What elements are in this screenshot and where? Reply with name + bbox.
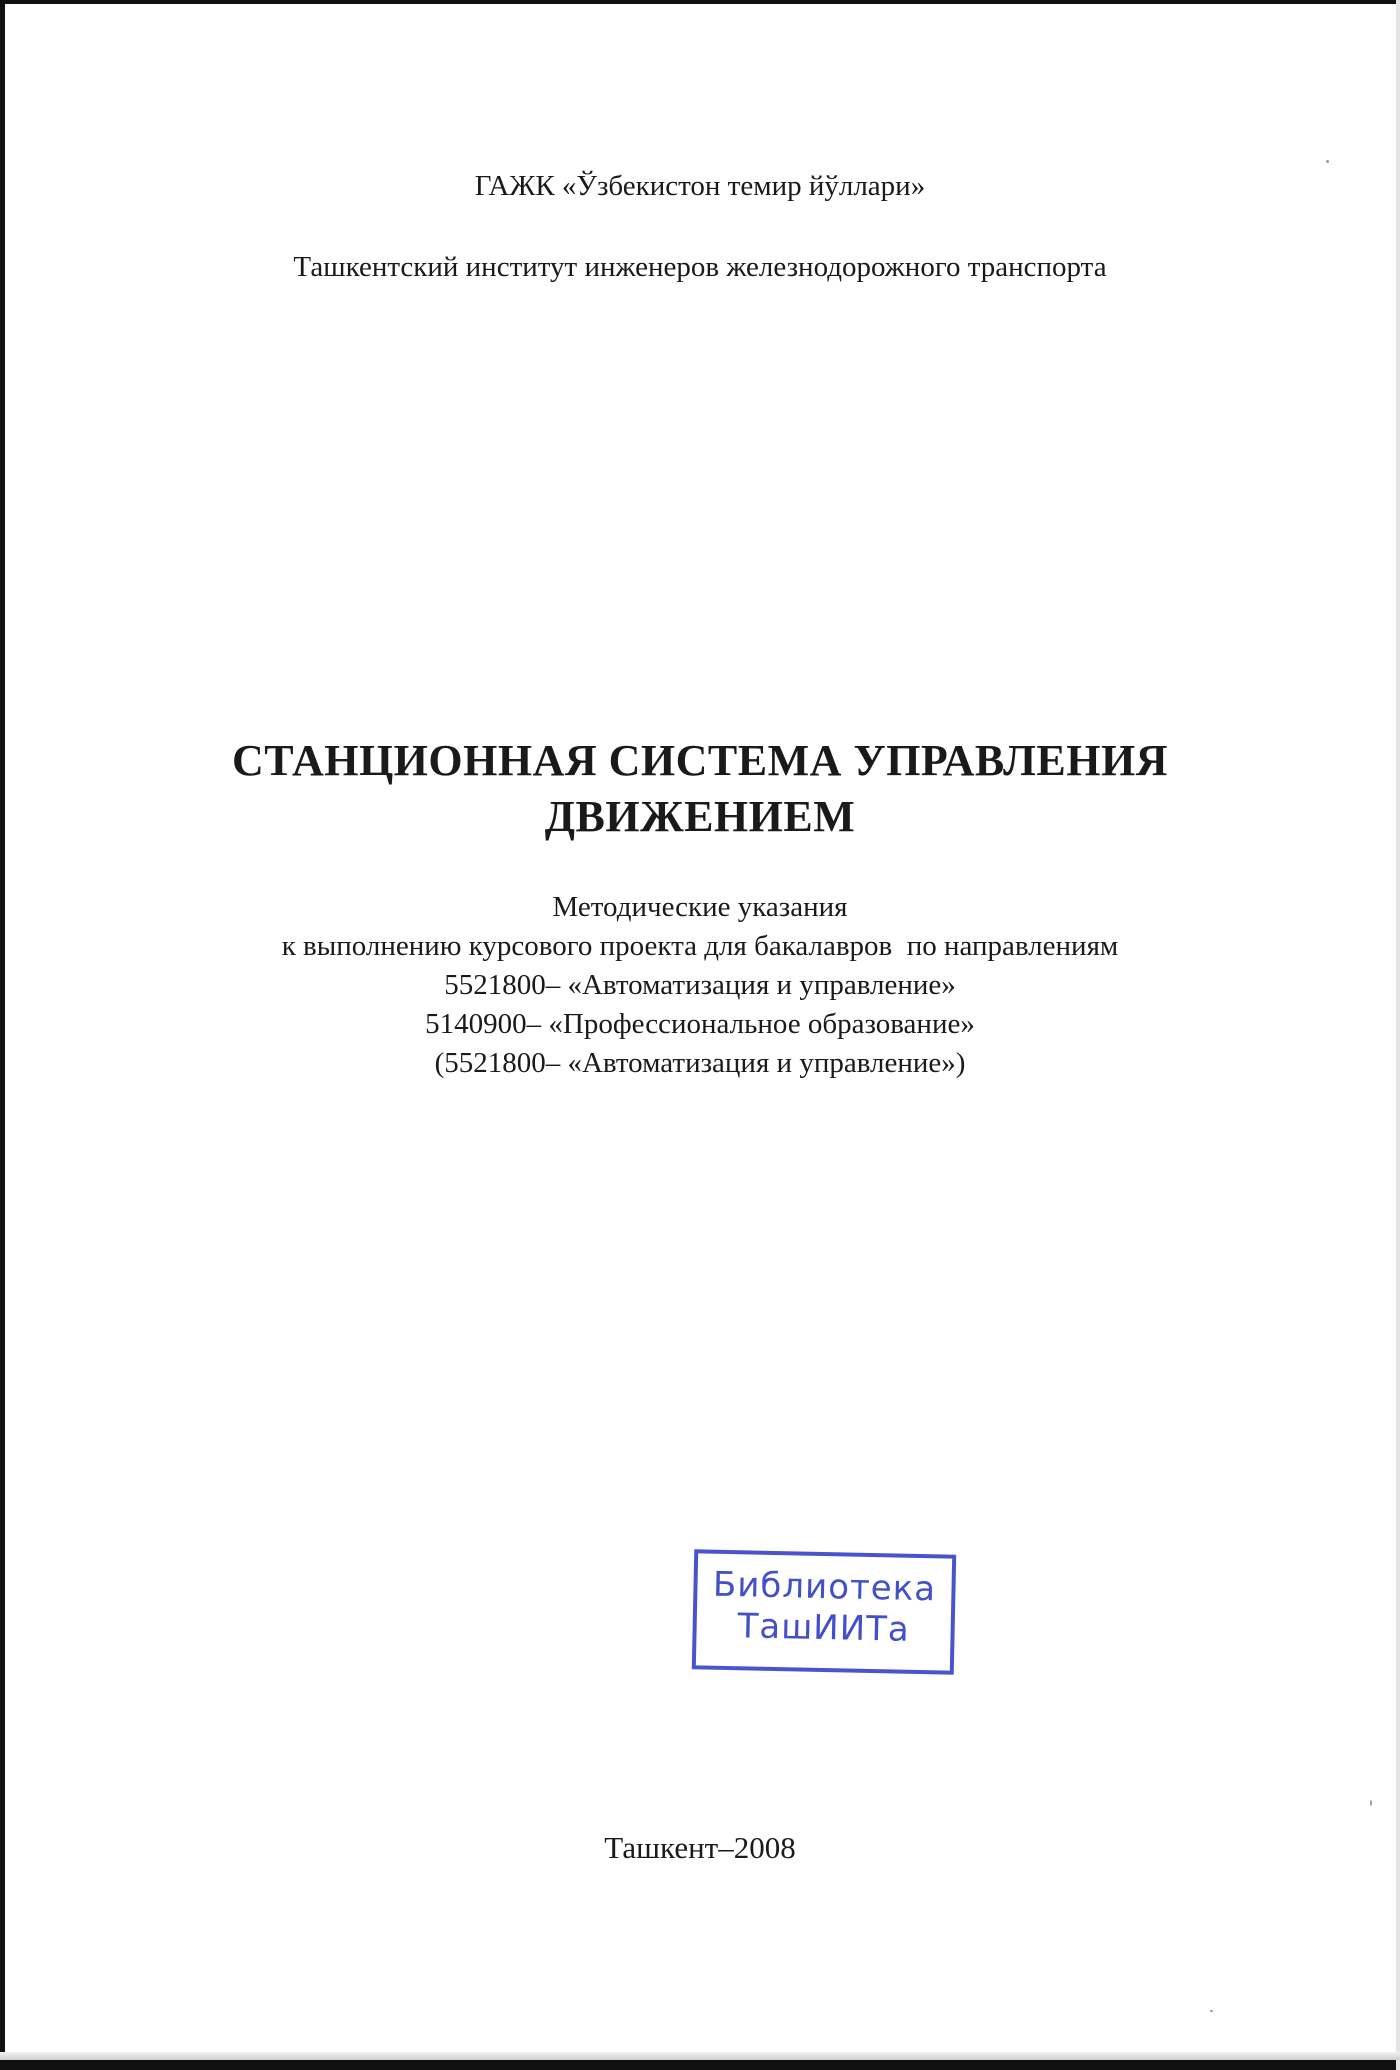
- city-year: Ташкент–2008: [604, 1830, 796, 1865]
- library-stamp: [692, 1549, 956, 1674]
- document-title: [0, 733, 1400, 845]
- subtitle-line-5: (5521800– «Автоматизация и управление»): [434, 1047, 966, 1079]
- scan-speck: [1370, 1800, 1372, 1806]
- title-line-1: СТАНЦИОННАЯ СИСТЕМА УПРАВЛЕНИЯ: [232, 736, 1168, 785]
- stamp-line-2: ТашИИТа: [737, 1606, 911, 1650]
- title-line-2: ДВИЖЕНИЕМ: [544, 792, 856, 841]
- institute-name: Ташкентский институт инженеров железнодорожного транспорта: [293, 251, 1107, 283]
- subtitle-line-2: к выполнению курсового проекта для бакалавров по направлениям: [281, 930, 1119, 962]
- scan-speck: [1210, 2010, 1213, 2012]
- subtitle-line-4: 5140900– «Профессиональное образование»: [425, 1008, 975, 1040]
- organization-name: ГАЖК «Ўзбекистон темир йўллари»: [474, 170, 926, 202]
- document-subtitle: [0, 888, 1400, 1083]
- scan-edge-bottom: [0, 2052, 1400, 2060]
- subtitle-line-3: 5521800– «Автоматизация и управление»: [444, 969, 956, 1001]
- scan-speck: [1326, 160, 1329, 163]
- stamp-line-1: Библиотека: [712, 1564, 937, 1610]
- subtitle-line-1: Методические указания: [552, 891, 848, 923]
